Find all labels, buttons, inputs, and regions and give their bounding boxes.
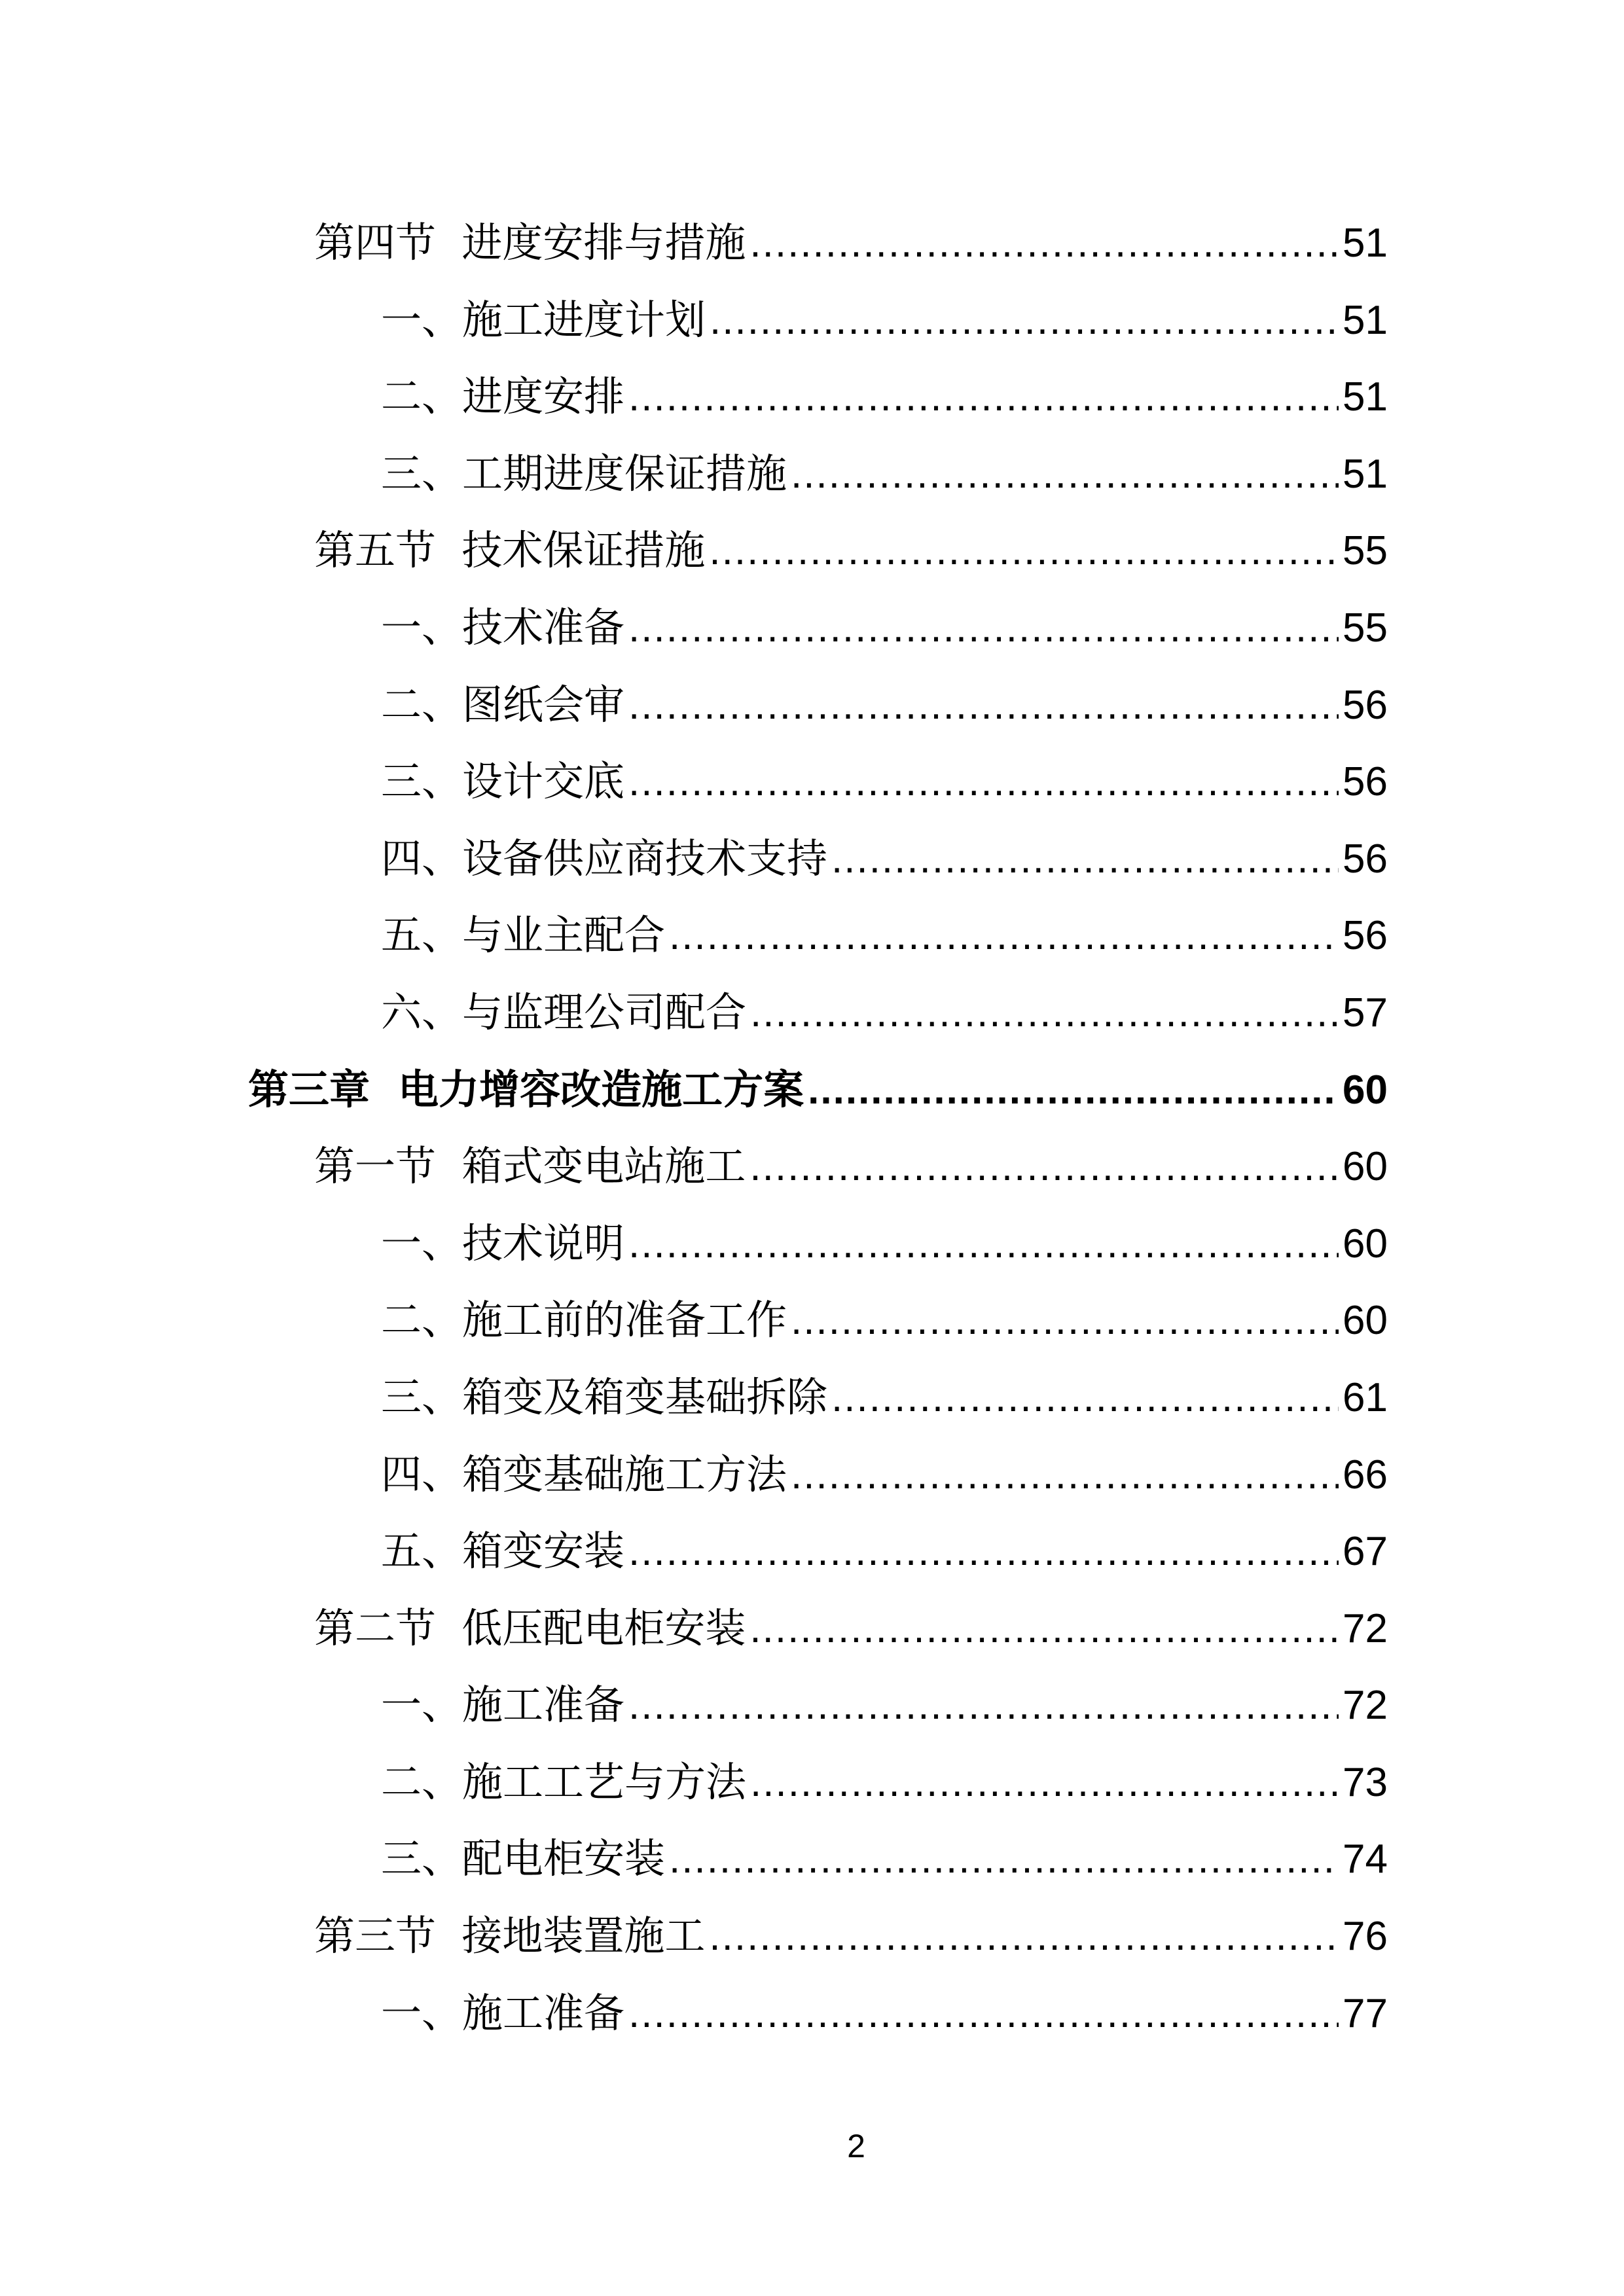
toc-item-entry[interactable] [0,589,1624,666]
dot-leader [628,1206,1339,1283]
dot-leader [749,1128,1339,1206]
dot-leader [791,436,1339,513]
toc-entry-title: 二、施工前的准备工作 [381,1296,787,1344]
toc-entry-page: 51 [1343,451,1388,497]
toc-entry-line [381,820,1388,898]
toc-item-entry[interactable] [0,820,1624,897]
dot-leader [749,205,1339,282]
toc-entry-page: 72 [1343,1683,1388,1729]
toc-item-entry[interactable] [0,435,1624,512]
toc-entry-line [381,358,1388,436]
toc-entry-title: 二、施工工艺与方法 [381,1757,747,1806]
toc-item-entry[interactable] [0,666,1624,744]
dot-leader [669,1821,1339,1898]
toc-entry-page: 77 [1343,1990,1388,2036]
toc-entry-line [381,1436,1388,1514]
toc-entry-page: 60 [1343,1221,1388,1266]
toc-section-entry[interactable] [0,1128,1624,1205]
toc-entry-title: 第三章 电力增容改造施工方案 [248,1065,804,1113]
toc-entry-line [381,1744,1388,1821]
toc-entry-line [314,1590,1388,1668]
dot-leader [831,821,1339,898]
toc-entry-title: 第三节 接地装置施工 [314,1912,706,1960]
toc-entry-line [381,1820,1388,1898]
toc-entry-line [381,1205,1388,1283]
toc-entry-page: 60 [1343,1144,1388,1190]
dot-leader [831,1359,1339,1437]
dot-leader [709,1898,1339,1975]
table-of-contents [0,204,1624,2051]
toc-entry-line [381,1359,1388,1437]
toc-item-entry[interactable] [0,358,1624,435]
toc-entry-page: 72 [1343,1605,1388,1651]
toc-entry-title: 五、与业主配合 [381,911,666,960]
toc-entry-page: 56 [1343,836,1388,882]
toc-entry-page: 55 [1343,528,1388,574]
dot-leader [808,1052,1339,1129]
toc-entry-title: 五、箱变安装 [381,1527,625,1575]
page-number: 2 [847,2128,865,2164]
dot-leader [710,282,1339,359]
dot-leader [749,1590,1339,1668]
toc-section-entry[interactable] [0,1897,1624,1975]
toc-entry-line [314,204,1388,282]
toc-entry-page: 76 [1343,1914,1388,1960]
toc-entry-title: 六、与监理公司配合 [381,988,747,1036]
toc-entry-page: 51 [1343,297,1388,343]
toc-entry-line [314,1128,1388,1206]
toc-entry-title: 三、设计交底 [381,757,625,806]
toc-item-entry[interactable] [0,1205,1624,1282]
toc-item-entry[interactable] [0,1975,1624,2052]
toc-entry-title: 三、配电柜安装 [381,1835,666,1883]
toc-entry-title: 四、箱变基础施工方法 [381,1450,787,1498]
dot-leader [628,1667,1339,1744]
toc-entry-page: 55 [1343,605,1388,651]
toc-entry-page: 56 [1343,759,1388,805]
toc-entry-title: 一、技术准备 [381,603,625,651]
toc-section-entry[interactable] [0,204,1624,281]
toc-entry-page: 67 [1343,1529,1388,1575]
toc-entry-title: 第一节 箱式变电站施工 [314,1142,746,1191]
toc-entry-title: 三、工期进度保证措施 [381,449,787,497]
toc-entry-line [381,666,1388,744]
toc-entry-page: 60 [1343,1067,1388,1113]
dot-leader [669,897,1339,975]
toc-item-entry[interactable] [0,974,1624,1051]
toc-entry-line [381,974,1388,1052]
toc-entry-title: 二、图纸会审 [381,680,625,728]
toc-entry-line [381,435,1388,513]
toc-item-entry[interactable] [0,1744,1624,1821]
toc-item-entry[interactable] [0,281,1624,359]
toc-entry-line [381,1975,1388,2053]
toc-entry-title: 第五节 技术保证措施 [314,526,706,575]
toc-chapter-entry[interactable] [0,1051,1624,1128]
toc-entry-page: 51 [1343,221,1388,266]
dot-leader [628,667,1339,744]
toc-entry-page: 51 [1343,374,1388,420]
dot-leader [750,1744,1339,1821]
toc-entry-page: 57 [1343,990,1388,1035]
toc-entry-line [314,1897,1388,1975]
toc-item-entry[interactable] [0,743,1624,820]
toc-entry-title: 一、施工进度计划 [381,295,706,344]
toc-entry-title: 四、设备供应商技术支持 [381,834,828,882]
toc-entry-page: 73 [1343,1759,1388,1805]
dot-leader [628,1975,1339,2053]
toc-entry-line [381,743,1388,821]
toc-entry-line [381,1282,1388,1359]
toc-entry-title: 一、施工准备 [381,1681,625,1729]
toc-item-entry[interactable] [0,1666,1624,1744]
toc-entry-page: 66 [1343,1452,1388,1498]
toc-entry-title: 第二节 低压配电柜安装 [314,1604,746,1652]
toc-item-entry[interactable] [0,1513,1624,1590]
toc-entry-page: 61 [1343,1374,1388,1420]
toc-item-entry[interactable] [0,1282,1624,1359]
dot-leader [628,590,1339,667]
toc-entry-title: 第四节 进度安排与措施 [314,219,746,266]
toc-entry-title: 二、进度安排 [381,372,625,421]
toc-entry-page: 60 [1343,1298,1388,1344]
toc-entry-title: 三、箱变及箱变基础拆除 [381,1372,828,1421]
toc-entry-page: 74 [1343,1837,1388,1882]
dot-leader [628,359,1339,436]
dot-leader [791,1437,1339,1514]
toc-entry-line [381,1666,1388,1744]
toc-item-entry[interactable] [0,1436,1624,1513]
dot-leader [628,1513,1339,1590]
toc-item-entry[interactable] [0,1359,1624,1436]
toc-entry-line [314,512,1388,590]
toc-entry-line [248,1051,1388,1129]
toc-entry-page: 56 [1343,682,1388,728]
toc-item-entry[interactable] [0,1820,1624,1897]
toc-entry-title: 一、技术说明 [381,1219,625,1267]
toc-entry-line [381,897,1388,975]
toc-entry-line [381,589,1388,667]
toc-section-entry[interactable] [0,512,1624,589]
toc-entry-page: 56 [1343,913,1388,959]
dot-leader [628,744,1339,821]
dot-leader [709,512,1339,590]
toc-entry-line [381,281,1388,359]
toc-item-entry[interactable] [0,897,1624,974]
dot-leader [750,975,1339,1052]
toc-entry-line [381,1513,1388,1590]
dot-leader [791,1282,1339,1359]
toc-entry-title: 一、施工准备 [381,1988,625,2037]
toc-section-entry[interactable] [0,1590,1624,1667]
